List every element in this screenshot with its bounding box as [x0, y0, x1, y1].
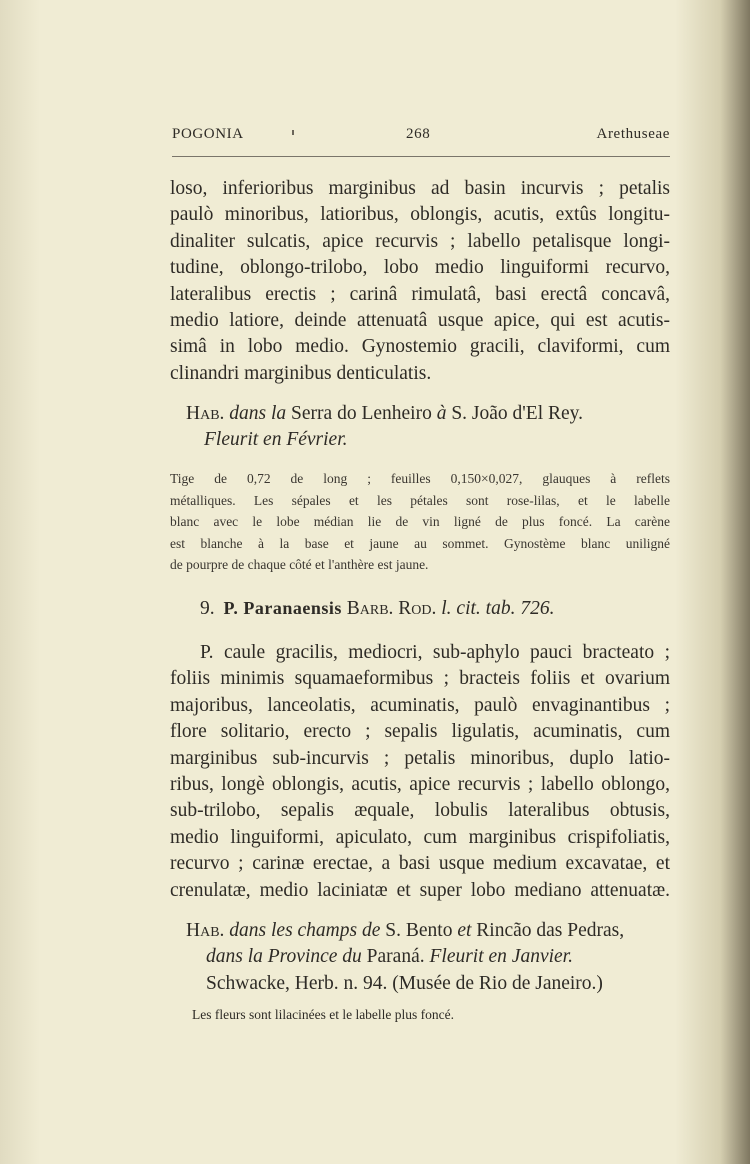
species-name: P. Paranaensis	[223, 598, 342, 618]
habitat-locality: Paraná.	[366, 946, 425, 968]
text-line: ribus, longè oblongis, acutis, apice recurvis ; labello oblongo,	[170, 774, 670, 796]
text-line: flore solitario, erecto ; sepalis ligulatis, acuminatis, cum	[170, 721, 670, 743]
species-heading	[200, 595, 670, 622]
text-line: sub-trilobo, sepalis æquale, lobulis lateralibus obtusis,	[170, 800, 670, 822]
text-line: dinaliter sulcatis, apice recurvis ; labello petalisque longi-	[170, 230, 670, 252]
habitat-italic: à	[436, 403, 447, 424]
french-note-1	[170, 468, 670, 576]
habitat-locality: Serra do Lenheiro	[291, 403, 432, 424]
header-rule	[172, 156, 670, 157]
habitat-italic: dans les champs de	[229, 920, 381, 941]
habitat-label: Hab.	[186, 920, 225, 941]
note-line: blanc avec le lobe médian lie de vin ligné de plus foncé. La carène	[170, 514, 670, 529]
text-line: paulò minoribus, latioribus, oblongis, acutis, extûs longitu-	[170, 204, 670, 226]
text-line: tudine, oblongo-trilobo, lobo medio linguiformi recurvo,	[170, 257, 670, 279]
french-note-2: Les fleurs sont lilacinées et le labelle plus foncé.	[192, 1007, 455, 1022]
print-speck	[292, 130, 294, 135]
text-line: simâ in lobo medio. Gynostemio gracili, claviformi, cum	[170, 336, 670, 358]
flowering-time: Fleurit en Janvier.	[429, 946, 573, 968]
habitat-italic: et	[457, 920, 472, 941]
text-line: loso, inferioribus marginibus ad basin incurvis ; petalis	[170, 178, 670, 199]
habitat-italic: dans la	[229, 403, 287, 424]
herbarium-reference: Schwacke, Herb. n. 94. (Musée de Rio de Janeiro.)	[206, 972, 603, 994]
note-line: Tige de 0,72 de long ; feuilles 0,150×0,027, glauques à reflets	[170, 471, 670, 486]
text-line: medio latiore, deinde attenuatâ usque apice, qui est acutis-	[170, 310, 670, 332]
note-line: de pourpre de chaque côté et l'anthère est jaune.	[170, 557, 429, 572]
text-line: P. caule gracilis, mediocri, sub-aphylo pauci bracteato ;	[200, 642, 670, 663]
flowering-time: Fleurit en Février.	[204, 429, 348, 451]
text-line: majoribus, lanceolatis, acuminatis, paulò envaginantibus ;	[170, 694, 670, 716]
habitat-locality: S. João d'El Rey.	[451, 403, 584, 424]
text-line: marginibus sub-incurvis ; petalis minoribus, duplo latio-	[170, 747, 670, 769]
text-line: clinandri marginibus denticulatis.	[170, 362, 432, 384]
header-genus: POGONIA	[172, 126, 244, 142]
species-author: Barb. Rod.	[346, 598, 437, 619]
habitat-block-2	[186, 918, 624, 997]
habitat-block-1	[186, 401, 583, 454]
note-line: est blanche à la base et jaune au sommet. Gynostème blanc uniligné	[170, 535, 670, 551]
description-paragraph-1	[170, 176, 670, 387]
page-number: 268	[406, 126, 431, 142]
description-paragraph-2	[170, 640, 670, 904]
header-tribe: Arethuseae	[596, 126, 670, 142]
species-reference: l. cit. tab. 726.	[441, 598, 555, 619]
text-line: lateralibus erectis ; carinâ rimulatâ, basi erectâ concavâ,	[170, 283, 670, 305]
habitat-line	[186, 918, 624, 944]
page-edge-shadow	[675, 0, 750, 1164]
text-line: recurvo ; carinæ erectae, a basi usque medium excavatae, et	[170, 853, 670, 875]
text-line: medio linguiformi, apiculato, cum marginibus crispifoliatis,	[170, 826, 670, 848]
habitat-line	[186, 427, 583, 453]
habitat-label: Hab.	[186, 403, 225, 424]
page-gutter-shadow	[0, 0, 40, 1164]
text-line: crenulatæ, medio laciniatæ et super lobo mediano attenuatæ.	[170, 879, 670, 901]
habitat-italic: dans la Province du	[206, 946, 362, 968]
running-header	[172, 126, 670, 148]
text-line: foliis minimis squamaeformibus ; bracteis foliis et ovarium	[170, 668, 670, 690]
habitat-line	[186, 401, 583, 427]
note-line: métalliques. Les sépales et les pétales sont rose-lilas, et le labelle	[170, 492, 670, 508]
habitat-locality: Rincão das Pedras,	[476, 920, 625, 941]
species-number: 9.	[200, 598, 215, 619]
habitat-locality: S. Bento	[385, 920, 453, 941]
habitat-line	[186, 944, 624, 970]
